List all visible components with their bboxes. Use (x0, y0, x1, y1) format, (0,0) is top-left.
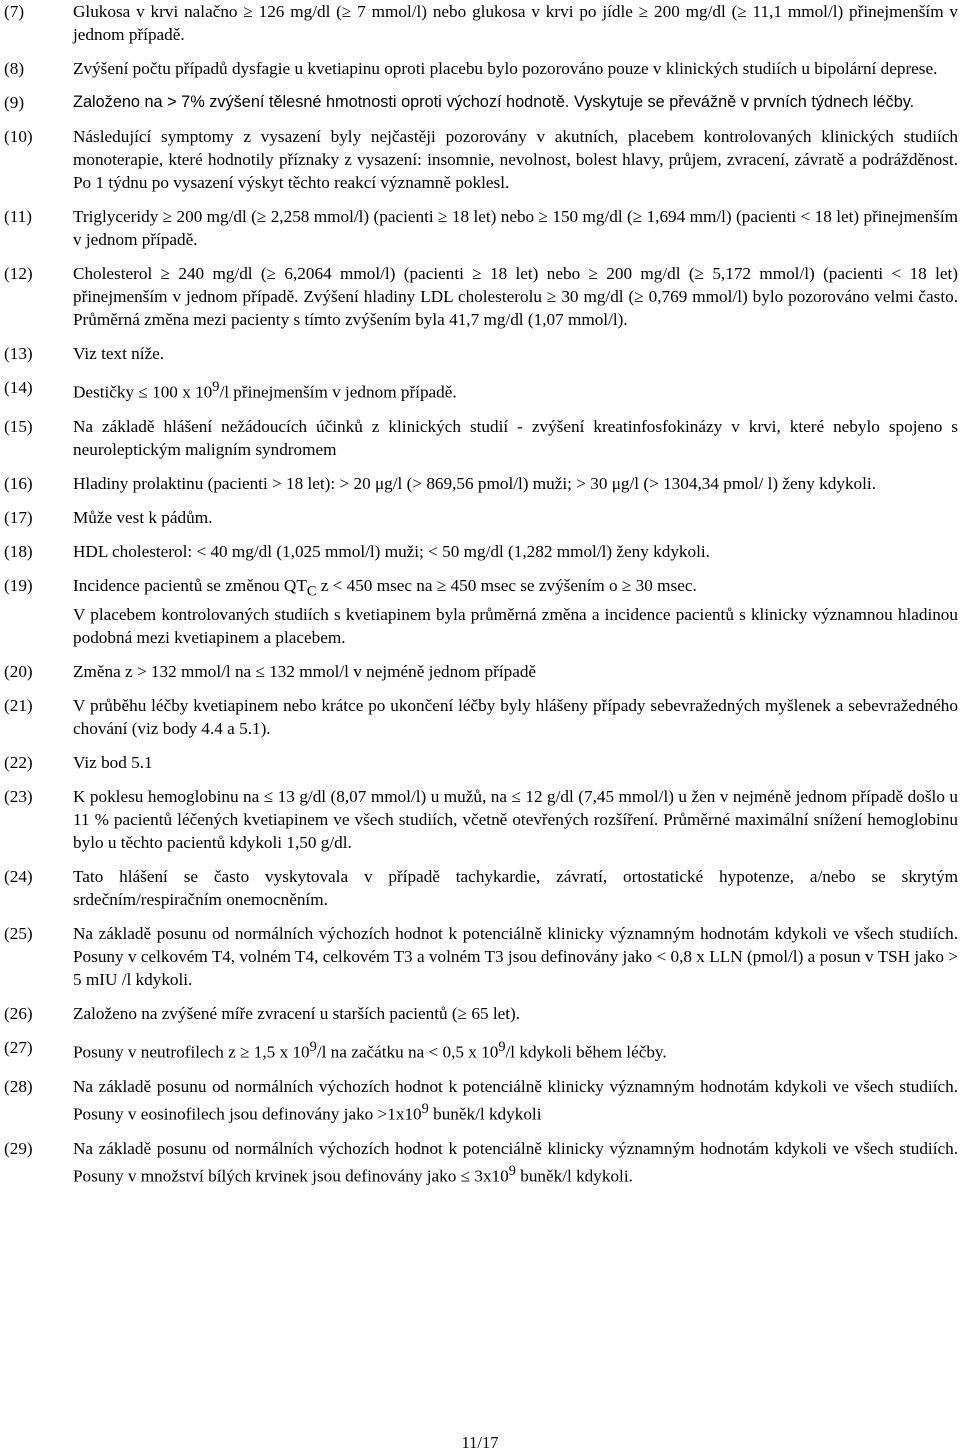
footnote-9 (4, 91, 958, 114)
footnote-number: (25) (4, 924, 33, 944)
text-segment: Destičky ≤ 100 x 10 (73, 382, 213, 402)
footnote-8 (4, 57, 958, 80)
footnote-number: (26) (4, 1004, 33, 1024)
footnote-number: (13) (4, 344, 33, 363)
footnote-number: (11) (4, 207, 32, 226)
footnote-text (73, 1075, 958, 1126)
footnote-7 (4, 0, 958, 46)
text-segment: z < 450 msec na ≥ 450 msec se zvýšením o ≥ 30 msec. (316, 575, 697, 595)
footnote-number: (20) (4, 662, 33, 682)
footnote-number: (23) (4, 787, 33, 807)
footnote-text: Na základě hlášení nežádoucích účinků z klinických studií - zvýšení kreatinfosfokinázy v krvi, které nebylo spojeno s neuroleptickým maligním syndromem (73, 416, 958, 459)
footnote-22 (4, 751, 958, 774)
footnote-list (4, 0, 958, 1198)
footnote-13 (4, 342, 958, 365)
footnote-number: (29) (4, 1138, 33, 1158)
footnote-number: (17) (4, 507, 33, 527)
text-segment: Na základě posunu od normálních výchozích hodnot k potenciálně klinicky významným hodnotám kdykoli ve všech studiích. Posuny v množství bílých krvinek jsou definovány jako ≤ 3x10 (73, 1138, 958, 1186)
superscript: 9 (212, 379, 220, 395)
footnote-text: Následující symptomy z vysazení byly nejčastěji pozorovány v akutních, placebem kontrolovaných klinických studiích monoterapie, které hodnotily příznaky z vysazení: insomnie, nevolnost, bolest hlavy, průjem, zvracení, závratě a podrážděnost. Po 1 týdnu po vysazení výskyt těchto reakcí významně poklesl. (73, 127, 958, 192)
footnote-number: (15) (4, 416, 33, 436)
footnote-text: Může vest k pádům. (73, 507, 213, 527)
footnote-24 (4, 865, 958, 911)
footnote-29 (4, 1137, 958, 1188)
footnote-text: Viz text níže. (73, 344, 165, 363)
footnote-text: HDL cholesterol: < 40 mg/dl (1,025 mmol/l) muži; < 50 mg/dl (1,282 mmol/l) ženy kdykoli. (73, 541, 710, 561)
footnote-27 (4, 1036, 958, 1064)
footnote-number: (24) (4, 867, 33, 887)
footnote-number: (10) (4, 127, 33, 146)
footnote-number: (27) (4, 1038, 33, 1058)
footnote-text (73, 1036, 958, 1064)
footnote-25 (4, 922, 958, 991)
footnote-number: (16) (4, 473, 33, 493)
footnote-text (73, 1137, 958, 1188)
text-segment: /l na začátku na < 0,5 x 10 (316, 1042, 499, 1062)
footnote-17 (4, 506, 958, 529)
footnote-number: (14) (4, 378, 33, 397)
footnote-text: Zvýšení počtu případů dysfagie u kvetiapinu oproti placebu bylo pozorováno pouze v klinických studiích u bipolární deprese. (73, 59, 938, 78)
footnote-text: Založeno na zvýšené míře zvracení u starších pacientů (≥ 65 let). (73, 1004, 521, 1024)
footnote-number: (12) (4, 264, 33, 283)
footnote-26 (4, 1002, 958, 1025)
footnote-number: (22) (4, 753, 33, 773)
footnote-number: (9) (4, 93, 25, 112)
footnote-paragraph (73, 574, 958, 603)
superscript: 9 (498, 1039, 506, 1056)
footnote-18 (4, 540, 958, 563)
footnote-text: Hladiny prolaktinu (pacienti > 18 let): > 20 μg/l (> 869,56 pmol/l) muži; > 30 μg/l (> 1304,34 pmol/ l) ženy kdykoli. (73, 473, 876, 493)
footnote-text: V průběhu léčby kvetiapinem nebo krátce po ukončení léčby byly hlášeny případy sebevražedných myšlenek a sebevražedného chování (viz body 4.4 a 5.1). (73, 696, 958, 739)
footnote-11 (4, 205, 958, 251)
footnote-text: Viz bod 5.1 (73, 753, 153, 773)
footnote-number: (18) (4, 541, 33, 561)
footnote-20 (4, 660, 958, 683)
superscript: 9 (421, 1100, 429, 1117)
text-segment: Posuny v neutrofilech z ≥ 1,5 x 10 (73, 1042, 310, 1062)
footnote-text (73, 574, 958, 649)
footnote-number: (7) (4, 2, 25, 21)
text-segment: /l kdykoli během léčby. (505, 1042, 667, 1062)
footnote-number: (8) (4, 59, 25, 78)
footnote-23 (4, 785, 958, 854)
footnote-10 (4, 125, 958, 194)
text-segment: Na základě posunu od normálních výchozích hodnot k potenciálně klinicky významným hodnotám kdykoli ve všech studiích. Posuny v eosinofilech jsou definovány jako >1x10 (73, 1076, 958, 1124)
footnote-text: Na základě posunu od normálních výchozích hodnot k potenciálně klinicky významným hodnotám kdykoli ve všech studiích. Posuny v celkovém T4, volném T4, celkovém T3 a volném T3 jsou definovány jako < 0,8 x LLN (pmol/l) a posun v TSH jako > 5 mIU /l kdykoli. (73, 924, 958, 990)
footnote-number: (28) (4, 1076, 33, 1096)
footnote-text: Triglyceridy ≥ 200 mg/dl (≥ 2,258 mmol/l) (pacienti ≥ 18 let) nebo ≥ 150 mg/dl (≥ 1,694 mm/l) (pacienti < 18 let) přinejmenším v jednom případě. (73, 207, 958, 249)
footnote-text: Cholesterol ≥ 240 mg/dl (≥ 6,2064 mmol/l) (pacienti ≥ 18 let) nebo ≥ 200 mg/dl (≥ 5,172 mmol/l) (pacienti < 18 let) přinejmenším v jednom případě. Zvýšení hladiny LDL cholesterolu ≥ 30 mg/dl (≥ 0,769 mmol/l) bylo pozorováno velmi často. Průměrná změna mezi pacienty s tímto zvýšením byla 41,7 mg/dl (1,07 mmol/l). (73, 264, 958, 329)
footnote-paragraph: V placebem kontrolovaných studiích s kvetiapinem byla průměrná změna a incidence pacientů s klinicky významnou hladinou podobná mezi kvetiapinem a placebem. (73, 605, 958, 648)
footnote-text: Založeno na > 7% zvýšení tělesné hmotnosti oproti výchozí hodnotě. Vyskytuje se převážně v prvních týdnech léčby. (73, 93, 915, 111)
footnote-number: (19) (4, 575, 33, 595)
footnote-text: Tato hlášení se často vyskytovala v případě tachykardie, závratí, ortostatické hypotenze, a/nebo se skrytým srdečním/respiračním onemocněním. (73, 867, 958, 910)
superscript: 9 (309, 1039, 317, 1056)
footnote-21 (4, 694, 958, 740)
footnote-14 (4, 376, 958, 404)
footnote-28 (4, 1075, 958, 1126)
text-segment: buněk/l kdykoli (428, 1104, 542, 1124)
footnote-12 (4, 262, 958, 331)
footnote-19 (4, 574, 958, 649)
footnote-15 (4, 415, 958, 461)
page-number: 11/17 (461, 1433, 499, 1452)
footnote-text: Glukosa v krvi nalačno ≥ 126 mg/dl (≥ 7 mmol/l) nebo glukosa v krvi po jídle ≥ 200 mg/dl (≥ 11,1 mmol/l) přinejmenším v jednom případě. (73, 2, 958, 44)
superscript: 9 (508, 1162, 516, 1179)
footnote-16 (4, 472, 958, 495)
footnote-text (73, 376, 958, 404)
subscript: C (306, 583, 317, 600)
text-segment: buněk/l kdykoli. (515, 1166, 633, 1186)
text-segment: Incidence pacientů se změnou QT (73, 575, 307, 595)
footnote-text: K poklesu hemoglobinu na ≤ 13 g/dl (8,07 mmol/l) u mužů, na ≤ 12 g/dl (7,45 mmol/l) u žen v nejméně jednom případě došlo u 11 % pacientů léčených kvetiapinem ve všech studiích, včetně otevřených rozšíření. Průměrné maximální snížení hemoglobinu bylo u těchto pacientů kdykoli 1,50 g/dl. (73, 787, 958, 853)
text-segment: /l přinejmenším v jednom případě. (219, 382, 457, 402)
footnote-text: Změna z > 132 mmol/l na ≤ 132 mmol/l v nejméně jednom případě (73, 662, 537, 682)
footnote-number: (21) (4, 696, 33, 716)
